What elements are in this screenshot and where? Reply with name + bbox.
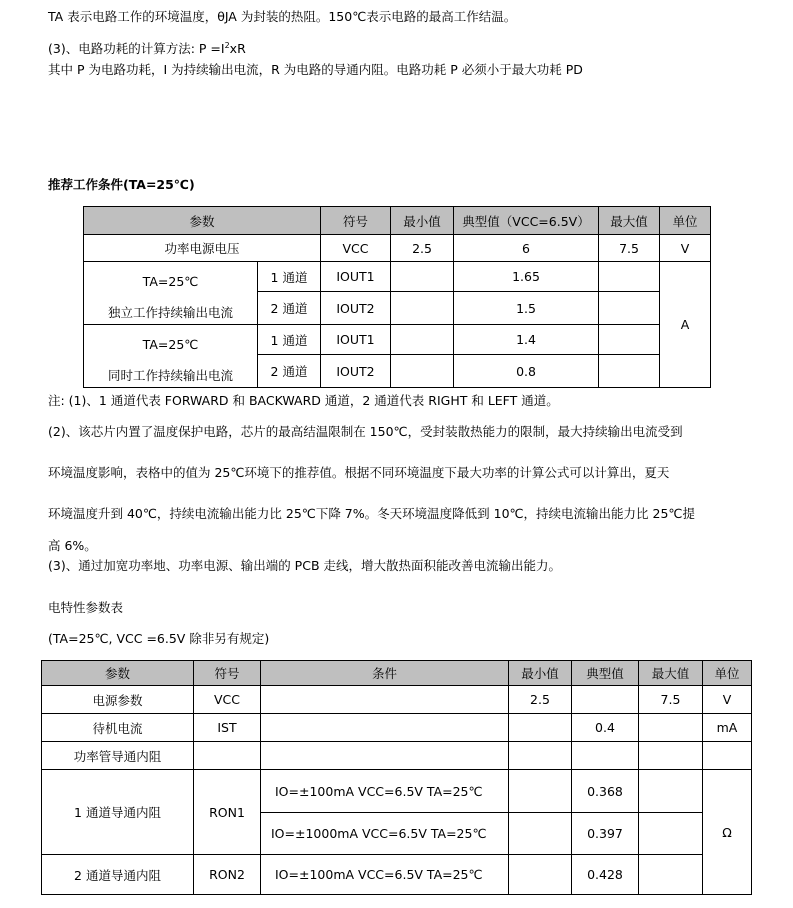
cell-typ: 0.368 <box>572 770 639 813</box>
note-2-line2: 环境温度影响，表格中的值为 25℃环境下的推荐值。根据不同环境温度下最大功率的计算公式可以计算出，夏天 <box>48 465 670 480</box>
cell-symbol: VCC <box>194 686 261 714</box>
table-row <box>84 325 711 355</box>
note-3: (3)、通过加宽功率地、功率电源、输出端的 PCB 走线，增大散热面积能改善电流输出能力。 <box>48 558 561 573</box>
cell-symbol: IOUT1 <box>321 325 391 355</box>
cell-typ <box>572 742 639 770</box>
cell-unit-current: A <box>660 262 711 388</box>
note-2-line4: 高 6%。 <box>48 538 97 553</box>
table1-header-row <box>84 207 711 235</box>
cell-min: 2.5 <box>391 235 454 262</box>
table1-header-param: 参数 <box>84 207 321 235</box>
cell-typ: 0.428 <box>572 855 639 895</box>
paragraph-power-definition: 其中 P 为电路功耗，I 为持续输出电流，R 为电路的导通内阻。电路功耗 P 必须小于最大功耗 PD <box>48 62 583 77</box>
table-row <box>42 714 752 742</box>
table2-header-typ: 典型值 <box>572 661 639 686</box>
cell-param: 电源参数 <box>42 686 194 714</box>
formula-exponent: 2 <box>224 40 230 50</box>
cell-max <box>599 325 660 355</box>
cell-unit: V <box>660 235 711 262</box>
table1-title: 推荐工作条件(TA=25℃) <box>48 177 195 192</box>
cell-param: 功率管导通内阻 <box>42 742 194 770</box>
cell-max <box>599 292 660 325</box>
cell-unit: mA <box>703 714 752 742</box>
cell-typ: 1.65 <box>454 262 599 292</box>
table2-header-param: 参数 <box>42 661 194 686</box>
group-independent-line2: 独立工作持续输出电流 <box>107 305 233 320</box>
cell-max: 7.5 <box>639 686 703 714</box>
table2-header-symbol: 符号 <box>194 661 261 686</box>
cell-min <box>509 855 572 895</box>
cell-condition <box>261 714 509 742</box>
cell-param: 功率电源电压 <box>84 235 321 262</box>
cell-typ: 0.4 <box>572 714 639 742</box>
table2-header-unit: 单位 <box>703 661 752 686</box>
cell-max <box>639 714 703 742</box>
table-row <box>42 742 752 770</box>
table1-header-symbol: 符号 <box>321 207 391 235</box>
cell-typ: 0.397 <box>572 813 639 855</box>
cell-condition <box>261 742 509 770</box>
cell-symbol: IOUT2 <box>321 355 391 388</box>
cell-typ: 6 <box>454 235 599 262</box>
cell-min <box>391 325 454 355</box>
table2-header-max: 最大值 <box>639 661 703 686</box>
recommended-conditions-table <box>83 206 711 388</box>
cell-max: 7.5 <box>599 235 660 262</box>
cell-min <box>509 714 572 742</box>
table2-header-condition: 条件 <box>261 661 509 686</box>
cell-typ: 1.5 <box>454 292 599 325</box>
cell-group-simultaneous <box>84 325 258 388</box>
cell-max <box>639 813 703 855</box>
cell-typ <box>572 686 639 714</box>
cell-symbol: IST <box>194 714 261 742</box>
cell-channel: 1 通道 <box>258 262 321 292</box>
cell-symbol <box>194 742 261 770</box>
paragraph-thermal: TA 表示电路工作的环境温度，θJA 为封装的热阻。150℃表示电路的最高工作结温。 <box>48 9 517 24</box>
cell-param: 2 通道导通内阻 <box>42 855 194 895</box>
table1-header-unit: 单位 <box>660 207 711 235</box>
cell-typ: 0.8 <box>454 355 599 388</box>
cell-channel: 1 通道 <box>258 325 321 355</box>
cell-param: 待机电流 <box>42 714 194 742</box>
cell-max <box>599 355 660 388</box>
formula-suffix: xR <box>229 41 246 56</box>
cell-min <box>509 813 572 855</box>
note-1: 注: (1)、1 通道代表 FORWARD 和 BACKWARD 通道，2 通道代表 RIGHT 和 LEFT 通道。 <box>48 393 559 408</box>
cell-min <box>509 770 572 813</box>
paragraph-power-formula <box>48 41 246 57</box>
cell-min <box>391 262 454 292</box>
cell-condition: IO=±1000mA VCC=6.5V TA=25℃ <box>261 813 509 855</box>
cell-channel: 2 通道 <box>258 292 321 325</box>
cell-condition: IO=±100mA VCC=6.5V TA=25℃ <box>261 855 509 895</box>
cell-symbol: VCC <box>321 235 391 262</box>
table2-title: 电特性参数表 <box>48 600 124 615</box>
cell-min: 2.5 <box>509 686 572 714</box>
cell-min <box>391 355 454 388</box>
cell-max <box>639 855 703 895</box>
cell-max <box>599 262 660 292</box>
cell-symbol: IOUT2 <box>321 292 391 325</box>
group-independent-line1: TA=25℃ <box>142 274 199 289</box>
cell-unit <box>703 742 752 770</box>
cell-symbol: RON1 <box>194 770 261 855</box>
cell-param: 1 通道导通内阻 <box>42 770 194 855</box>
cell-symbol: IOUT1 <box>321 262 391 292</box>
table1-header-typ: 典型值（VCC=6.5V） <box>454 207 599 235</box>
cell-unit-ohm: Ω <box>703 770 752 895</box>
group-simultaneous-line2: 同时工作持续输出电流 <box>107 368 233 383</box>
cell-condition: IO=±100mA VCC=6.5V TA=25℃ <box>261 770 509 813</box>
table2-subtitle: (TA=25℃, VCC =6.5V 除非另有规定) <box>48 631 270 646</box>
cell-unit: V <box>703 686 752 714</box>
table-row <box>42 686 752 714</box>
cell-symbol: RON2 <box>194 855 261 895</box>
table1-header-max: 最大值 <box>599 207 660 235</box>
cell-group-independent <box>84 262 258 325</box>
cell-max <box>639 742 703 770</box>
table-row <box>84 235 711 262</box>
electrical-characteristics-table <box>41 660 752 895</box>
note-2-line3: 环境温度升到 40℃，持续电流输出能力比 25℃下降 7%。冬天环境温度降低到 10℃，持续电流输出能力比 25℃提 <box>48 506 695 521</box>
cell-min <box>509 742 572 770</box>
note-2-line1: (2)、该芯片内置了温度保护电路，芯片的最高结温限制在 150℃，受封装散热能力的限制，最大持续输出电流受到 <box>48 424 683 439</box>
cell-condition <box>261 686 509 714</box>
table-row <box>84 262 711 292</box>
table-row <box>42 855 752 895</box>
cell-min <box>391 292 454 325</box>
group-simultaneous-line1: TA=25℃ <box>142 337 199 352</box>
cell-channel: 2 通道 <box>258 355 321 388</box>
table-row <box>42 770 752 813</box>
table1-header-min: 最小值 <box>391 207 454 235</box>
table2-header-min: 最小值 <box>509 661 572 686</box>
table2-header-row <box>42 661 752 686</box>
cell-max <box>639 770 703 813</box>
formula-prefix: (3)、电路功耗的计算方法: P =I <box>48 41 225 56</box>
cell-typ: 1.4 <box>454 325 599 355</box>
